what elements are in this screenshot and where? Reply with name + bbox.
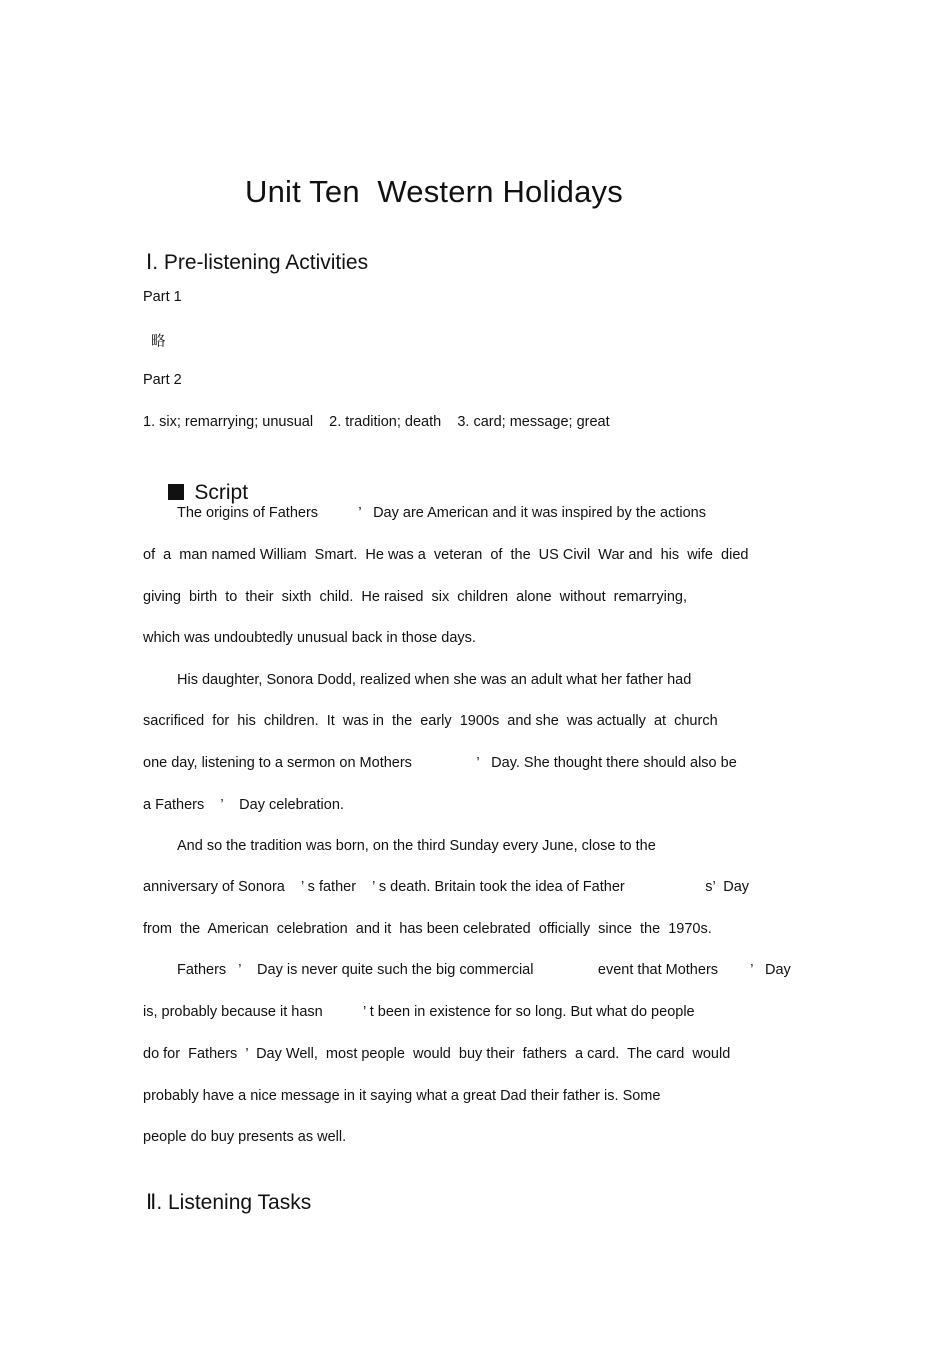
section-heading-pre-listening: Ⅰ. Pre-listening Activities	[146, 251, 369, 274]
script-line: His daughter, Sonora Dodd, realized when she was an adult what her father had	[177, 672, 692, 688]
script-line: probably have a nice message in it saying what a great Dad their father is. Some	[143, 1088, 661, 1104]
script-line: from the American celebration and it has been celebrated officially since the 1970s.	[143, 921, 712, 937]
script-line: anniversary of Sonora ’ s father ’ s death. Britain took the idea of Father s’ Day	[143, 879, 750, 895]
script-line: do for Fathers ’ Day Well, most people would buy their fathers a card. The card would	[143, 1046, 731, 1062]
script-heading-label: Script	[194, 481, 249, 504]
script-line: people do buy presents as well.	[143, 1129, 347, 1145]
script-line: Fathers ’ Day is never quite such the big commercial event that Mothers ’ Day	[177, 962, 791, 978]
script-line: of a man named William Smart. He was a veteran of the US Civil War and his wife died	[143, 547, 749, 563]
part1-label: Part 1	[143, 289, 182, 305]
script-line: is, probably because it hasn ’ t been in existence for so long. But what do people	[143, 1004, 695, 1020]
page-title: Unit Ten Western Holidays	[245, 174, 623, 209]
script-line: a Fathers ’ Day celebration.	[143, 797, 344, 813]
part2-answers: 1. six; remarrying; unusual 2. tradition; death 3. card; message; great	[143, 414, 610, 430]
script-line: which was undoubtedly unusual back in those days.	[143, 630, 476, 646]
part2-label: Part 2	[143, 372, 182, 388]
script-line: sacrificed for his children. It was in the early 1900s and she was actually at church	[143, 713, 718, 729]
part1-content: 略	[151, 334, 166, 350]
section-heading-listening-tasks: Ⅱ. Listening Tasks	[146, 1191, 312, 1214]
script-line: And so the tradition was born, on the third Sunday every June, close to the	[177, 838, 656, 854]
script-line: giving birth to their sixth child. He raised six children alone without remarrying,	[143, 589, 687, 605]
square-bullet-icon	[168, 484, 184, 500]
script-line: The origins of Fathers ’ Day are American and it was inspired by the actions	[177, 505, 706, 521]
script-line: one day, listening to a sermon on Mothers ’ Day. She thought there should also be	[143, 755, 737, 771]
